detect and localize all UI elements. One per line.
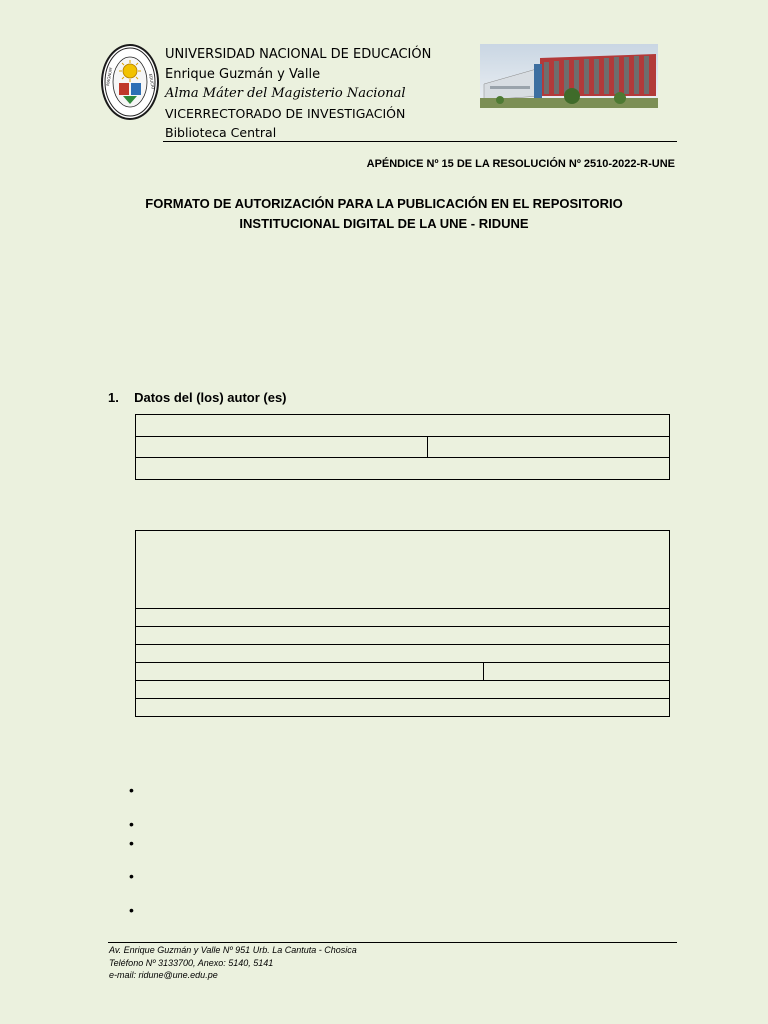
table-row [136,645,669,663]
work-field-4a[interactable] [136,663,483,680]
author-email-field[interactable] [136,458,669,479]
table-row [136,663,669,681]
author-id-field[interactable] [136,437,427,457]
seal-graphic [103,46,157,118]
table-row [136,627,669,645]
university-name: UNIVERSIDAD NACIONAL DE EDUCACIÓN [165,47,432,62]
work-field-6[interactable] [136,699,669,716]
work-field-2[interactable] [136,627,669,644]
work-data-table [135,530,670,717]
table-row [136,609,669,627]
table-row [136,458,669,479]
table-row [136,415,669,437]
institution-header [165,45,431,143]
document-title-line-1: FORMATO DE AUTORIZACIÓN PARA LA PUBLICACIÓN EN EL REPOSITORIO [145,196,623,211]
table-row [136,531,669,609]
work-field-3[interactable] [136,645,669,662]
footer-address: Av. Enrique Guzmán y Valle Nº 951 Urb. La Cantuta - Chosica [109,945,357,955]
list-item-bullet: • [129,902,134,918]
university-subtitle: Enrique Guzmán y Valle [165,66,321,82]
work-title-field[interactable] [136,531,669,608]
appendix-reference: APÉNDICE Nº 15 DE LA RESOLUCIÓN Nº 2510-2022-R-UNE [366,158,675,170]
footer-contact [109,944,357,982]
university-motto: Alma Máter del Magisterio Nacional [165,86,406,101]
document-title-line-2: INSTITUCIONAL DIGITAL DE LA UNE - RIDUNE [239,216,529,231]
document-title [0,194,768,234]
building-photo-icon [480,44,658,108]
section-label: Datos del (los) autor (es) [134,390,287,405]
university-seal-icon [101,44,159,120]
vice-rectorate: VICERRECTORADO DE INVESTIGACIÓN [165,105,406,121]
table-row [136,437,669,458]
footer-email: e-mail: ridune@une.edu.pe [109,970,218,980]
section-authors-heading [108,390,287,405]
building-graphic [480,44,658,108]
svg-text:EDUCAT: EDUCAT [148,73,156,91]
section-number: 1. [108,390,119,405]
footer-divider [108,942,677,943]
footer-phone: Teléfono Nº 3133700, Anexo: 5140, 5141 [109,957,274,968]
library-name: Biblioteca Central [165,125,277,140]
table-row [136,681,669,699]
list-item-bullet: • [129,782,134,798]
table-row [136,699,669,716]
author-name-field[interactable] [136,415,669,436]
list-item-bullet: • [129,868,134,884]
work-field-5[interactable] [136,681,669,698]
work-field-1[interactable] [136,609,669,626]
work-field-4b[interactable] [483,663,669,680]
header-divider [163,141,677,142]
svg-text:MAGNUM: MAGNUM [105,66,114,87]
list-item-bullet: • [129,816,134,832]
author-phone-field[interactable] [427,437,669,457]
author-data-table [135,414,670,480]
list-item-bullet: • [129,835,134,851]
